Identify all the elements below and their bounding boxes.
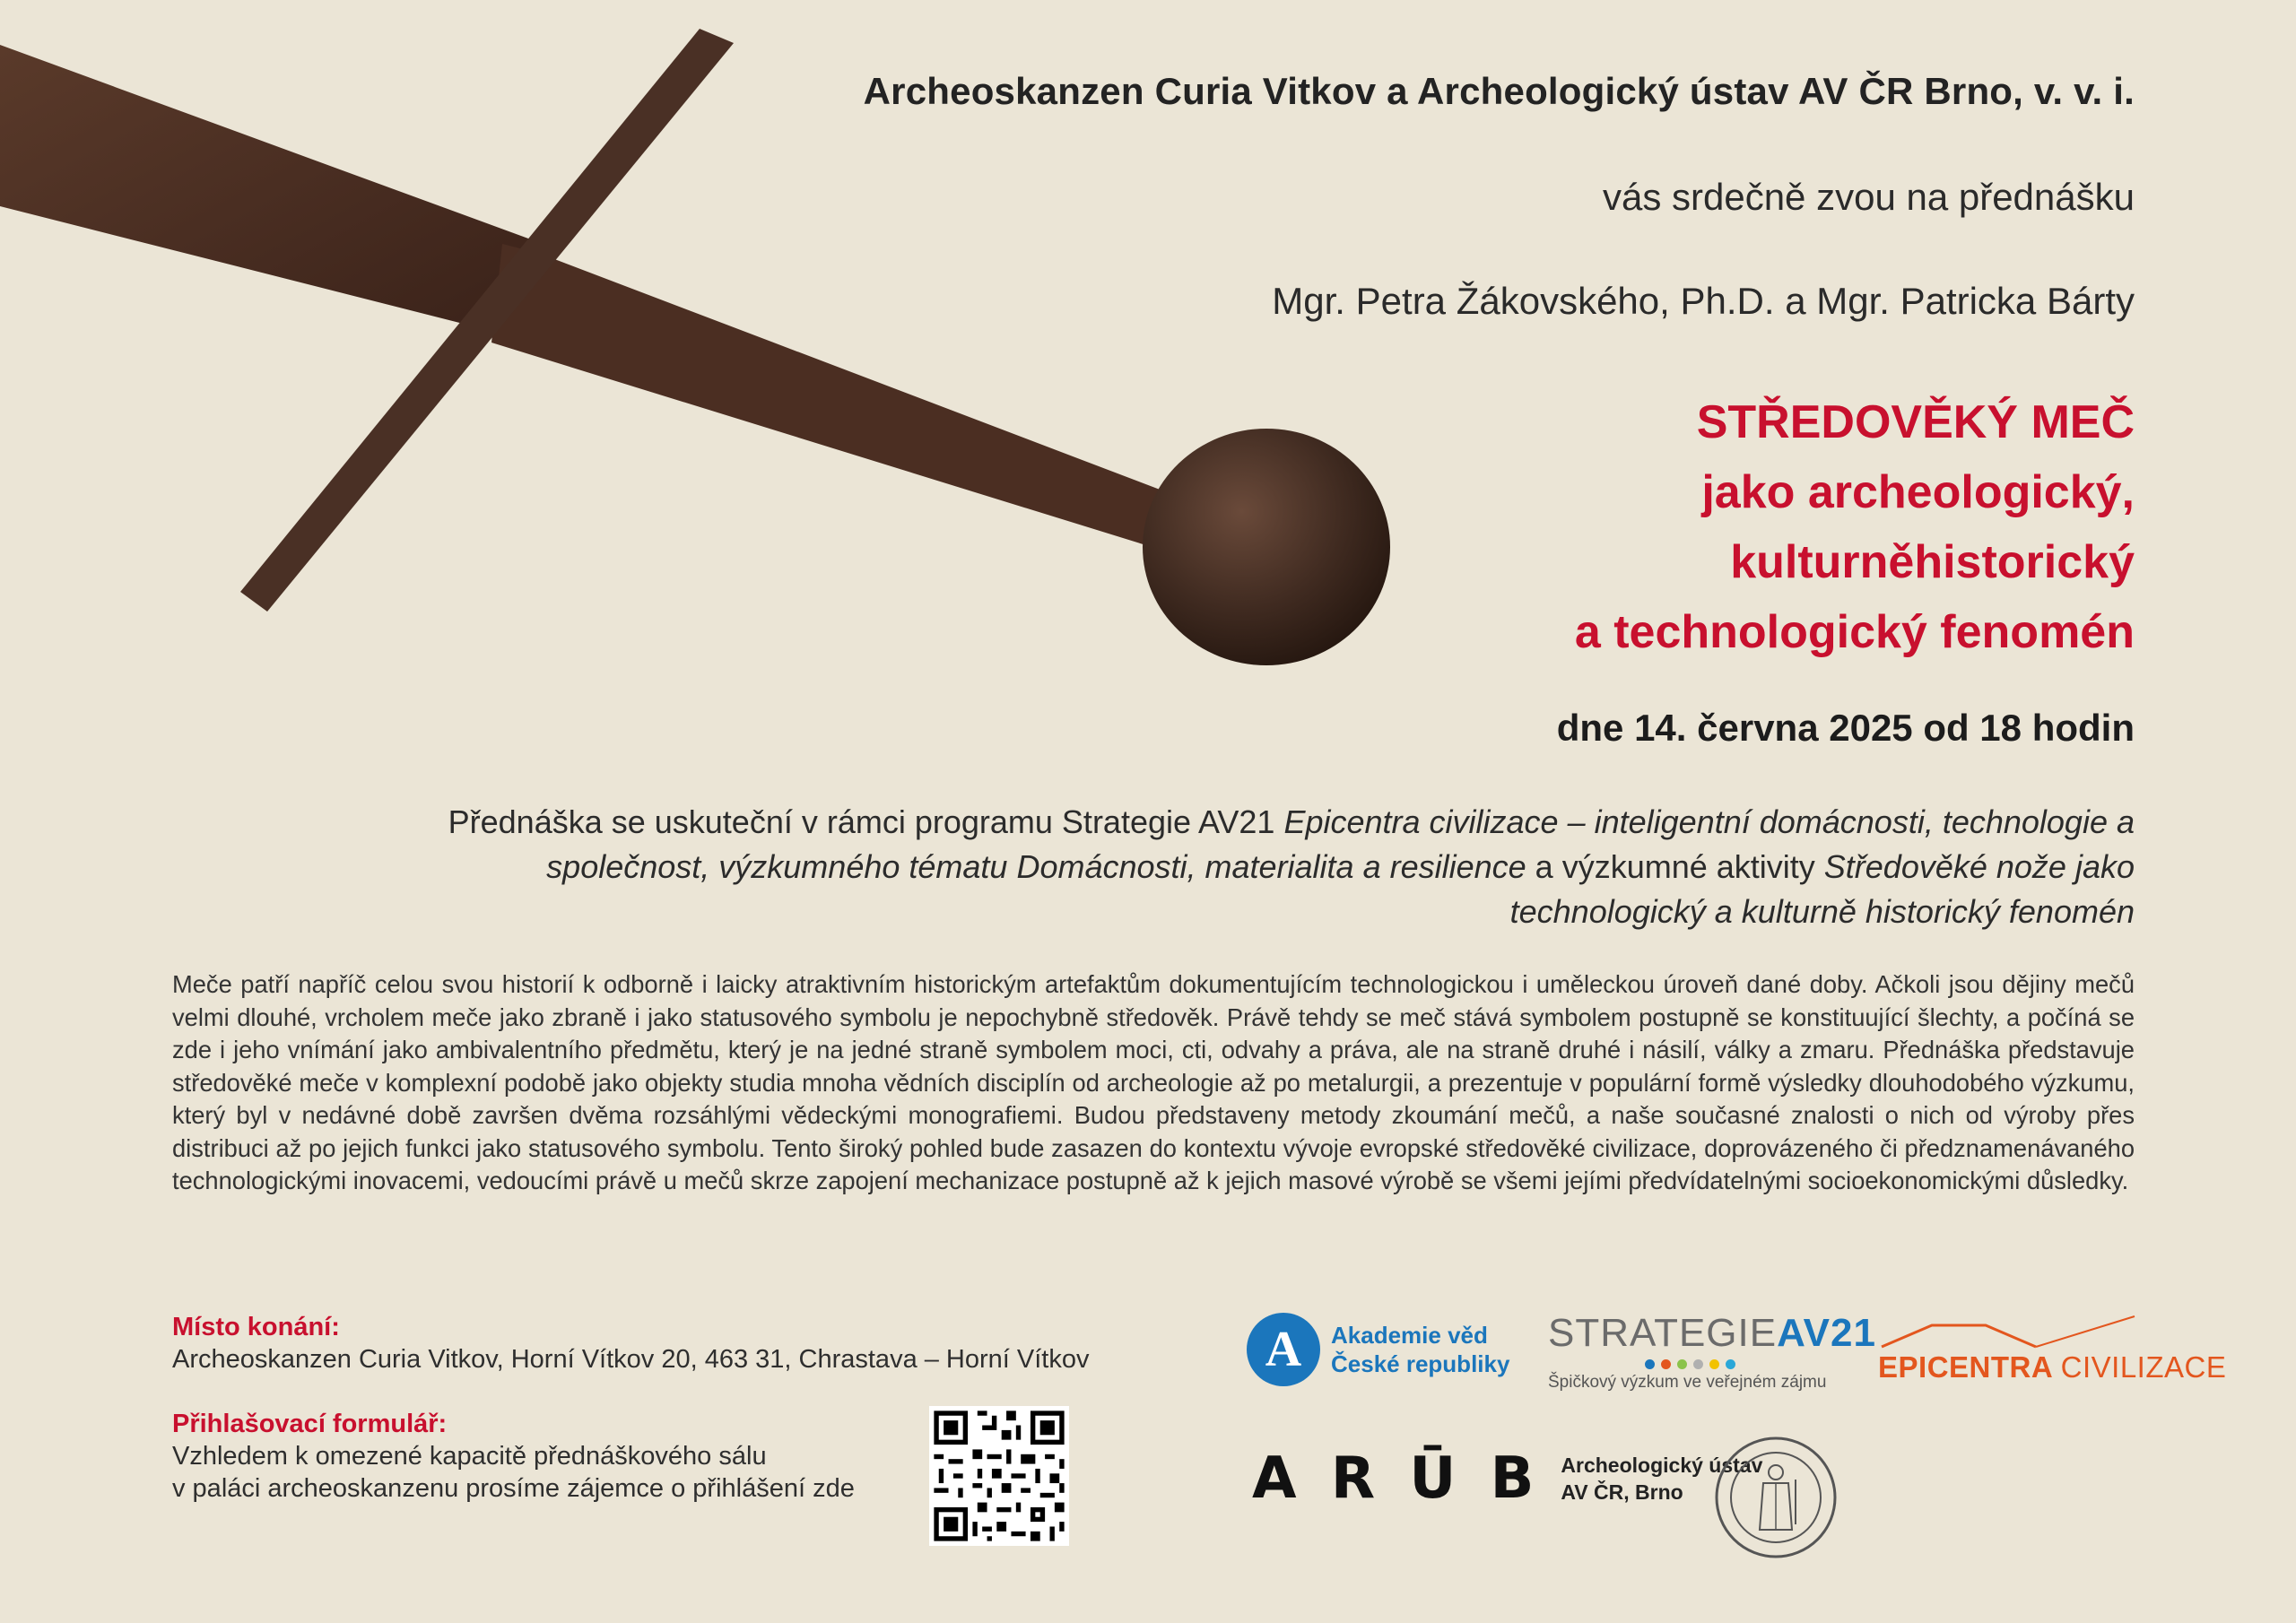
strategie-tagline: Špičkový výzkum ve veřejném zájmu bbox=[1548, 1373, 1827, 1392]
venue-block bbox=[172, 1311, 1090, 1376]
program-text-4: Středověké nože jako technologický a kulturně historický fenomén bbox=[1509, 848, 2135, 930]
arub-mark-icon: A R Ū B bbox=[1252, 1445, 1542, 1512]
title-line-4: a technologický fenomén bbox=[1574, 606, 2135, 658]
program-text-3: a výzkumné aktivity bbox=[1526, 848, 1824, 885]
epicentra-civilizace-logo bbox=[1878, 1315, 2227, 1384]
venue-address: Archeoskanzen Curia Vitkov, Horní Vítkov 20, 463 31, Chrastava – Horní Vítkov bbox=[172, 1345, 1090, 1374]
venue-label: Místo konání: bbox=[172, 1313, 340, 1341]
civilizace-word: CIVILIZACE bbox=[2060, 1350, 2227, 1384]
av-cr-name bbox=[1331, 1321, 1509, 1378]
lecture-title bbox=[1575, 387, 2135, 667]
sword-grip bbox=[491, 244, 1193, 554]
arub-line-1: Archeologický ústav bbox=[1561, 1454, 1763, 1477]
av-cr-logo bbox=[1247, 1313, 1509, 1386]
program-text-1: Přednáška se uskuteční v rámci programu Strategie AV21 bbox=[448, 803, 1284, 840]
av21-word: AV21 bbox=[1777, 1311, 1876, 1355]
strategie-dots-icon bbox=[1645, 1359, 1876, 1369]
strategie-wordmark bbox=[1548, 1311, 1876, 1356]
speakers-text: Mgr. Petra Žákovského, Ph.D. a Mgr. Patricka Bárty bbox=[1272, 280, 2135, 322]
title-line-1: STŘEDOVĚKÝ MEČ bbox=[1696, 396, 2135, 448]
epicentra-wordmark bbox=[1878, 1350, 2227, 1384]
sword-pommel bbox=[1143, 429, 1390, 665]
av-cr-emblem-icon: A bbox=[1247, 1313, 1320, 1386]
epicentra-word: EPICENTRA bbox=[1878, 1350, 2052, 1384]
arub-line-2: AV ČR, Brno bbox=[1561, 1480, 1683, 1504]
sword-blade bbox=[0, 45, 538, 334]
invitation-text: vás srdečně zvou na přednášku bbox=[1602, 176, 2135, 218]
strategie-word: STRATEGIE bbox=[1548, 1311, 1778, 1355]
av-cr-line-2: České republiky bbox=[1331, 1350, 1510, 1377]
organizers-heading: Archeoskanzen Curia Vitkov a Archeologický ústav AV ČR Brno, v. v. i. bbox=[863, 70, 2135, 112]
registration-label: Přihlašovací formulář: bbox=[172, 1410, 448, 1438]
arub-logo bbox=[1252, 1445, 1762, 1512]
registration-text-1: Vzhledem k omezené kapacitě přednáškového sálu bbox=[172, 1442, 767, 1471]
title-line-3: kulturněhistorický bbox=[1730, 536, 2135, 588]
lecture-date: dne 14. června 2025 od 18 hodin bbox=[1556, 707, 2135, 749]
registration-text-2: v paláci archeoskanzenu prosíme zájemce o přihlášení zde bbox=[172, 1474, 855, 1503]
registration-block bbox=[172, 1408, 855, 1505]
epicentra-roof-icon bbox=[1878, 1315, 2138, 1350]
strategie-av21-logo bbox=[1548, 1311, 1876, 1393]
abstract-paragraph: Meče patří napříč celou svou historií k odborně i laicky atraktivním historickým artefaktům dokumentujícím technologickou i uměleckou úroveň dané doby. Ačkoli jsou dějiny mečů velmi dlouhé, vrcholem meče jako zbraně i jako statusového symbolu je nepochybně středověk. Právě tehdy se meč stává symbolem postupně se konstituující šlechty, a počíná se zde i jeho vnímání jako ambivalentního předmětu, který je na jedné straně symbolem moci, cti, odvahy a práva, ale na straně druhé i násilí, války a zmaru. Přednáška představuje středověké meče v komplexní podobě jako objekty studia mnoha vědních disciplín od archeologie až po metalurgii, a prezentuje v populární formě výsledky dlouhodobého výzkumu, který byl v nedávné době završen dvěma rozsáhlými vědeckými monografiemi. Budou představeny metody zkoumání mečů, a naše současné znalosti o nich od výroby přes distribuci až po jejich funkci jako statusového symbolu. Tento široký pohled bude zasazen do kontextu vývoje evropské středověké civilizace, doprovázeného či předznamenávaného technologickými inovacemi, vedoucími právě u mečů skrze zapojení mechanizace postupně až k jejich masové výrobě se všemi jejími předvídatelnými socioekonomickými důsledky. bbox=[172, 970, 2135, 1194]
title-line-2: jako archeologický, bbox=[1701, 466, 2135, 518]
av-cr-line-1: Akademie věd bbox=[1331, 1322, 1488, 1349]
program-text bbox=[430, 800, 2135, 934]
curia-vitkov-seal-icon bbox=[1713, 1435, 1839, 1560]
program-text-2: Epicentra civilizace – inteligentní domácnosti, technologie a společnost, výzkumného tématu Domácnosti, materialita a resilience bbox=[546, 803, 2135, 885]
qr-code[interactable] bbox=[929, 1406, 1069, 1546]
